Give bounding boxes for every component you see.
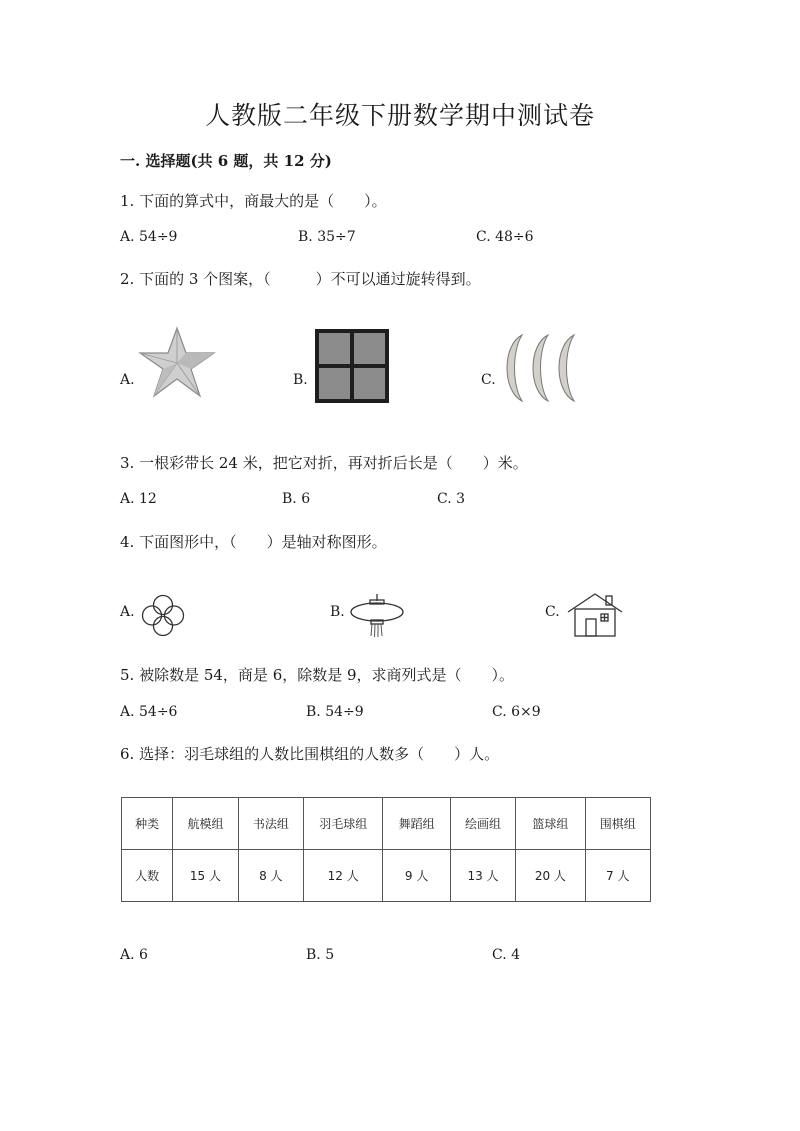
star-icon xyxy=(137,326,217,398)
table-cell: 9 人 xyxy=(383,850,450,902)
q3-option-c[interactable]: C. 3 xyxy=(437,491,466,507)
house-icon xyxy=(566,592,624,638)
q1-option-b[interactable]: B. 35÷7 xyxy=(298,229,356,245)
page-title: 人教版二年级下册数学期中测试卷 xyxy=(204,101,595,130)
q3-option-b[interactable]: B. 6 xyxy=(282,491,311,507)
q2-option-c[interactable]: C. xyxy=(481,372,496,388)
q6-option-b[interactable]: B. 5 xyxy=(306,947,335,963)
table-cell: 种类 xyxy=(122,798,173,850)
q2-option-a[interactable]: A. xyxy=(120,372,135,388)
q6-option-c[interactable]: C. 4 xyxy=(492,947,521,963)
table-cell: 航模组 xyxy=(173,798,238,850)
table-cell: 人数 xyxy=(122,850,173,902)
q2-option-b[interactable]: B. xyxy=(293,372,308,388)
table-cell: 7 人 xyxy=(585,850,650,902)
section-heading: 一. 选择题(共 6 题，共 12 分) xyxy=(120,152,332,170)
table-cell: 围棋组 xyxy=(585,798,650,850)
question-6: 6. 选择：羽毛球组的人数比围棋组的人数多（ ）人。 xyxy=(120,745,500,763)
table-cell: 书法组 xyxy=(238,798,303,850)
table-cell: 13 人 xyxy=(450,850,515,902)
table-cell: 12 人 xyxy=(304,850,383,902)
q4-option-c[interactable]: C. xyxy=(545,604,560,620)
crescents-icon xyxy=(500,333,590,403)
table-cell: 15 人 xyxy=(173,850,238,902)
lantern-icon xyxy=(349,593,405,639)
question-3: 3. 一根彩带长 24 米，把它对折，再对折后长是（ ）米。 xyxy=(120,454,528,472)
table-cell: 篮球组 xyxy=(516,798,585,850)
table-row xyxy=(122,850,651,902)
table-cell: 绘画组 xyxy=(450,798,515,850)
q5-option-a[interactable]: A. 54÷6 xyxy=(120,704,178,720)
grid-square-icon xyxy=(314,328,390,404)
data-table xyxy=(121,797,651,902)
table-cell: 8 人 xyxy=(238,850,303,902)
q4-option-a[interactable]: A. xyxy=(120,604,135,620)
question-5: 5. 被除数是 54，商是 6，除数是 9，求商列式是（ ）。 xyxy=(120,666,515,684)
question-2: 2. 下面的 3 个图案，（ ）不可以通过旋转得到。 xyxy=(120,270,481,288)
q4-option-b[interactable]: B. xyxy=(330,604,345,620)
q3-option-a[interactable]: A. 12 xyxy=(120,491,157,507)
question-4: 4. 下面图形中，（ ）是轴对称图形。 xyxy=(120,533,387,551)
flower-icon xyxy=(138,594,188,638)
q5-option-b[interactable]: B. 54÷9 xyxy=(306,704,364,720)
table-header-row xyxy=(122,798,651,850)
q1-option-c[interactable]: C. 48÷6 xyxy=(476,229,534,245)
table-cell: 舞蹈组 xyxy=(383,798,450,850)
q5-option-c[interactable]: C. 6×9 xyxy=(492,704,541,720)
table-cell: 20 人 xyxy=(516,850,585,902)
q1-option-a[interactable]: A. 54÷9 xyxy=(120,229,178,245)
table-cell: 羽毛球组 xyxy=(304,798,383,850)
q6-option-a[interactable]: A. 6 xyxy=(120,947,148,963)
question-1: 1. 下面的算式中，商最大的是（ ）。 xyxy=(120,192,387,210)
